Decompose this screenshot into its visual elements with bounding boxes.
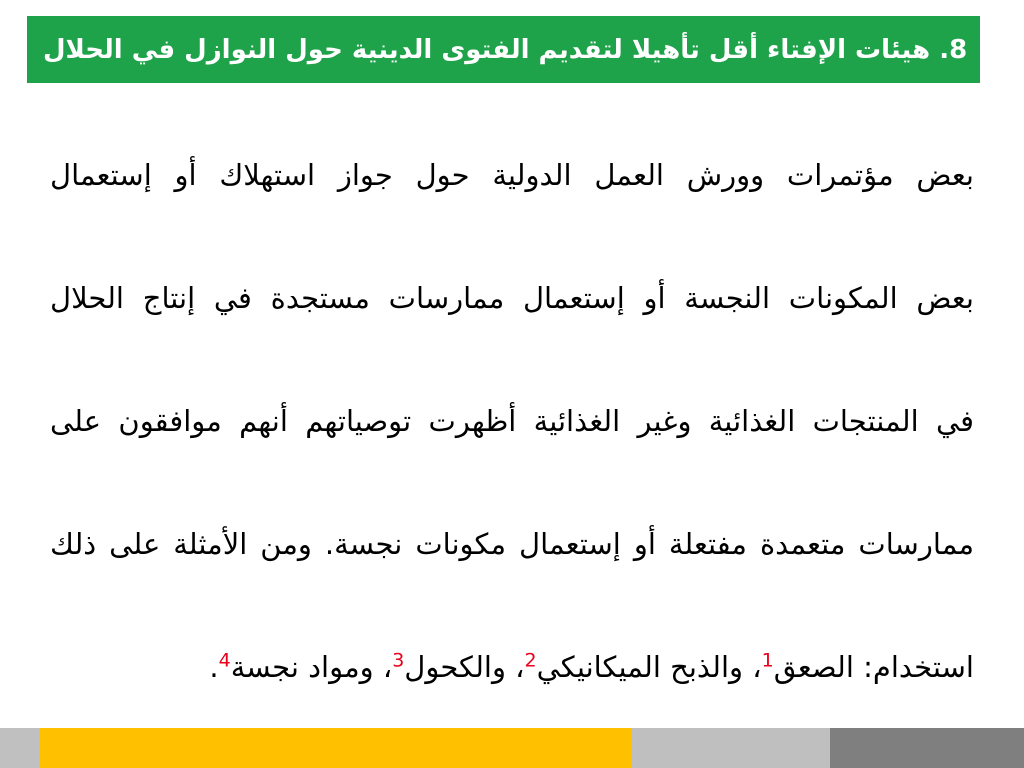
slide-title: 8. هيئات الإفتاء أقل تأهيلا لتقديم الفتوى الدينية حول النوازل في الحلال	[27, 16, 980, 83]
footer-color-band	[0, 728, 1024, 768]
body-line-1: بعض مؤتمرات وورش العمل الدولية حول جواز استهلاك أو إستعمال	[50, 158, 974, 192]
body-line-2: بعض المكونات النجسة أو إستعمال ممارسات مستجدة في إنتاج الحلال	[50, 281, 974, 315]
line5-part4: ، ومواد نجسة	[230, 650, 393, 684]
footnote-ref-4: 4	[218, 649, 231, 672]
footnote-ref-1: 1	[761, 649, 774, 672]
body-line-3: في المنتجات الغذائية وغير الغذائية أظهرت توصياتهم أنهم موافقون على	[50, 404, 974, 438]
footer-segment-4	[830, 728, 1024, 768]
footer-segment-1	[0, 728, 40, 768]
body-line-4: ممارسات متعمدة مفتعلة أو إستعمال مكونات نجسة. ومن الأمثلة على ذلك	[50, 527, 974, 561]
footnote-ref-2: 2	[524, 649, 537, 672]
footer-segment-3	[631, 728, 830, 768]
line5-intro: استخدام: الصعق	[773, 650, 974, 684]
footer-segment-2	[40, 728, 631, 768]
line5-end: .	[209, 650, 219, 684]
line5-part2: ، والذبح الميكانيكي	[536, 650, 762, 684]
line5-part3: ، والكحول	[404, 650, 525, 684]
body-paragraph	[50, 135, 974, 750]
footnote-ref-3: 3	[392, 649, 405, 672]
